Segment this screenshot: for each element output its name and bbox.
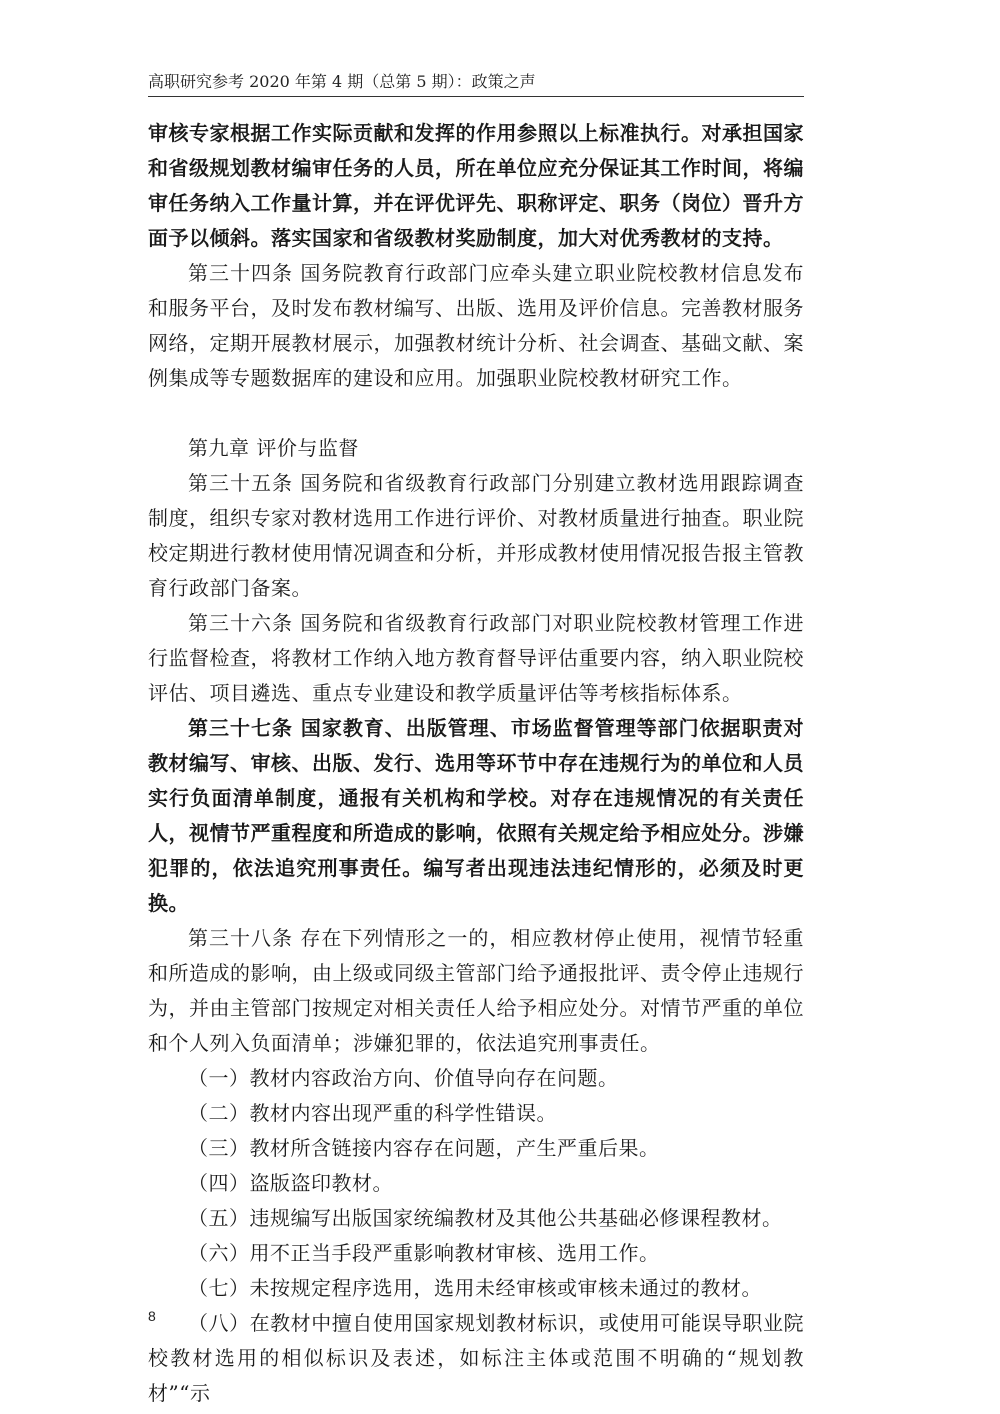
list-item-7: （七）未按规定程序选用，选用未经审核或审核未通过的教材。: [188, 1276, 762, 1300]
page-number: 8: [148, 1308, 156, 1324]
paragraph-continuation: 审核专家根据工作实际贡献和发挥的作用参照以上标准执行。对承担国家和省级规划教材编审任务的人员，所在单位应充分保证其工作时间，将编审任务纳入工作量计算，并在评优评先、职称评定、职务（岗位）晋升方面予以倾斜。落实国家和省级教材奖励制度，加大对优秀教材的支持。: [148, 121, 804, 250]
body-text: [148, 116, 804, 1411]
list-item-4: （四）盗版盗印教材。: [188, 1171, 393, 1195]
article-36: 第三十六条 国务院和省级教育行政部门对职业院校教材管理工作进行监督检查，将教材工作纳入地方教育督导评估重要内容，纳入职业院校评估、项目遴选、重点专业建设和教学质量评估等考核指标体系。: [148, 611, 804, 705]
article-38: 第三十八条 存在下列情形之一的，相应教材停止使用，视情节轻重和所造成的影响，由上级或同级主管部门给予通报批评、责令停止违规行为，并由主管部门按规定对相关责任人给予相应处分。对情节严重的单位和个人列入负面清单；涉嫌犯罪的，依法追究刑事责任。: [148, 926, 804, 1055]
list-item-8: （八）在教材中擅自使用国家规划教材标识，或使用可能误导职业院校教材选用的相似标识及表述，如标注主体或范围不明确的“规划教材”“示: [148, 1311, 804, 1405]
list-item-3: （三）教材所含链接内容存在问题，产生严重后果。: [188, 1136, 660, 1160]
list-item-1: （一）教材内容政治方向、价值导向存在问题。: [188, 1066, 619, 1090]
chapter-heading: 第九章 评价与监督: [188, 436, 359, 460]
running-header: 高职研究参考 2020 年第 4 期（总第 5 期）：政策之声: [148, 72, 536, 91]
list-item-5: （五）违规编写出版国家统编教材及其他公共基础必修课程教材。: [188, 1206, 783, 1230]
header-rule: [148, 96, 804, 97]
list-item-2: （二）教材内容出现严重的科学性错误。: [188, 1101, 557, 1125]
list-item-6: （六）用不正当手段严重影响教材审核、选用工作。: [188, 1241, 660, 1265]
article-37: 第三十七条 国家教育、出版管理、市场监督管理等部门依据职责对教材编写、审核、出版、发行、选用等环节中存在违规行为的单位和人员实行负面清单制度，通报有关机构和学校。对存在违规情况的有关责任人，视情节严重程度和所造成的影响，依照有关规定给予相应处分。涉嫌犯罪的，依法追究刑事责任。编写者出现违法违纪情形的，必须及时更换。: [148, 716, 804, 915]
article-35: 第三十五条 国务院和省级教育行政部门分别建立教材选用跟踪调查制度，组织专家对教材选用工作进行评价、对教材质量进行抽查。职业院校定期进行教材使用情况调查和分析，并形成教材使用情况报告报主管教育行政部门备案。: [148, 471, 804, 600]
paragraph-spacer: [148, 396, 804, 431]
article-34: 第三十四条 国务院教育行政部门应牵头建立职业院校教材信息发布和服务平台，及时发布教材编写、出版、选用及评价信息。完善教材服务网络，定期开展教材展示，加强教材统计分析、社会调查、基础文献、案例集成等专题数据库的建设和应用。加强职业院校教材研究工作。: [148, 261, 804, 390]
